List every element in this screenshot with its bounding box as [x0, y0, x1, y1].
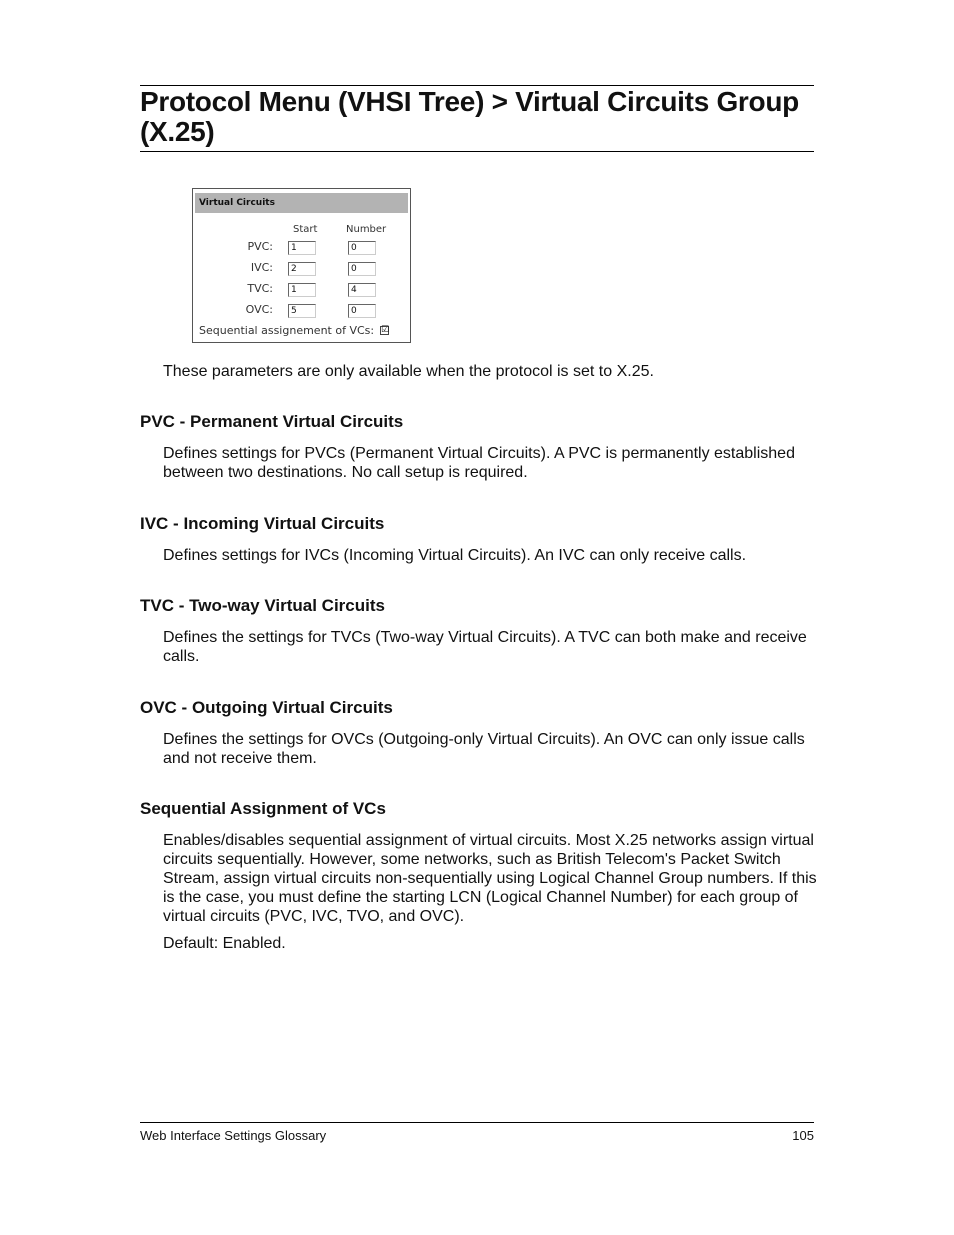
ovc-start-input[interactable]: 5: [288, 304, 316, 318]
title-bottom-rule: [140, 151, 814, 152]
column-header-start: Start: [293, 224, 318, 235]
pvc-heading: PVC - Permanent Virtual Circuits: [140, 412, 404, 431]
pvc-description: Defines settings for PVCs (Permanent Virtual Circuits). A PVC is permanently established between two destinations. No call setup is required.: [163, 445, 795, 481]
sequential-heading: Sequential Assignment of VCs: [140, 799, 386, 818]
footer-rule: [140, 1122, 814, 1123]
ivc-start-input[interactable]: 2: [288, 262, 316, 276]
pvc-label: PVC:: [247, 240, 273, 253]
page-number: 105: [792, 1128, 814, 1143]
sequential-default: Default: Enabled.: [163, 935, 286, 952]
ivc-heading: IVC - Incoming Virtual Circuits: [140, 514, 385, 533]
tvc-heading: TVC - Two-way Virtual Circuits: [140, 596, 385, 615]
tvc-label: TVC:: [247, 282, 273, 295]
tvc-number-input[interactable]: 4: [348, 283, 376, 297]
ovc-heading: OVC - Outgoing Virtual Circuits: [140, 698, 393, 717]
footer-title: Web Interface Settings Glossary: [140, 1128, 327, 1143]
sequential-assignment-checkbox[interactable]: ☑: [381, 325, 390, 335]
tvc-start-input[interactable]: 1: [288, 283, 316, 297]
intro-text: These parameters are only available when the protocol is set to X.25.: [163, 363, 654, 380]
sequential-assignment-label: Sequential assignement of VCs:: [199, 324, 375, 337]
ovc-description: Defines the settings for OVCs (Outgoing-only Virtual Circuits). An OVC can only issue calls and not receive them.: [163, 731, 805, 767]
pvc-start-input[interactable]: 1: [288, 241, 316, 255]
page-title: Protocol Menu (VHSI Tree) > Virtual Circuits Group (X.25): [140, 86, 799, 147]
sequential-description: Enables/disables sequential assignment of virtual circuits. Most X.25 networks assign virtual circuits sequentially. However, some networks, such as British Telecom's Packet Switch Stream, assign virtual circuits non-sequentially using Logical Channel Group numbers. If this is the case, you must define the starting LCN (Logical Channel Number) for each group of virtual circuits (PVC, IVC, TVO, and OVC).: [163, 832, 817, 925]
virtual-circuits-panel: [192, 188, 411, 343]
ivc-description: Defines settings for IVCs (Incoming Virtual Circuits). An IVC can only receive calls.: [163, 547, 747, 564]
ivc-label: IVC:: [250, 261, 273, 274]
tvc-description: Defines the settings for TVCs (Two-way Virtual Circuits). A TVC can both make and receive calls.: [163, 629, 807, 665]
column-header-number: Number: [346, 224, 387, 235]
pvc-number-input[interactable]: 0: [348, 241, 376, 255]
ovc-label: OVC:: [245, 303, 273, 316]
panel-header: Virtual Circuits: [195, 193, 408, 213]
ovc-number-input[interactable]: 0: [348, 304, 376, 318]
ivc-number-input[interactable]: 0: [348, 262, 376, 276]
